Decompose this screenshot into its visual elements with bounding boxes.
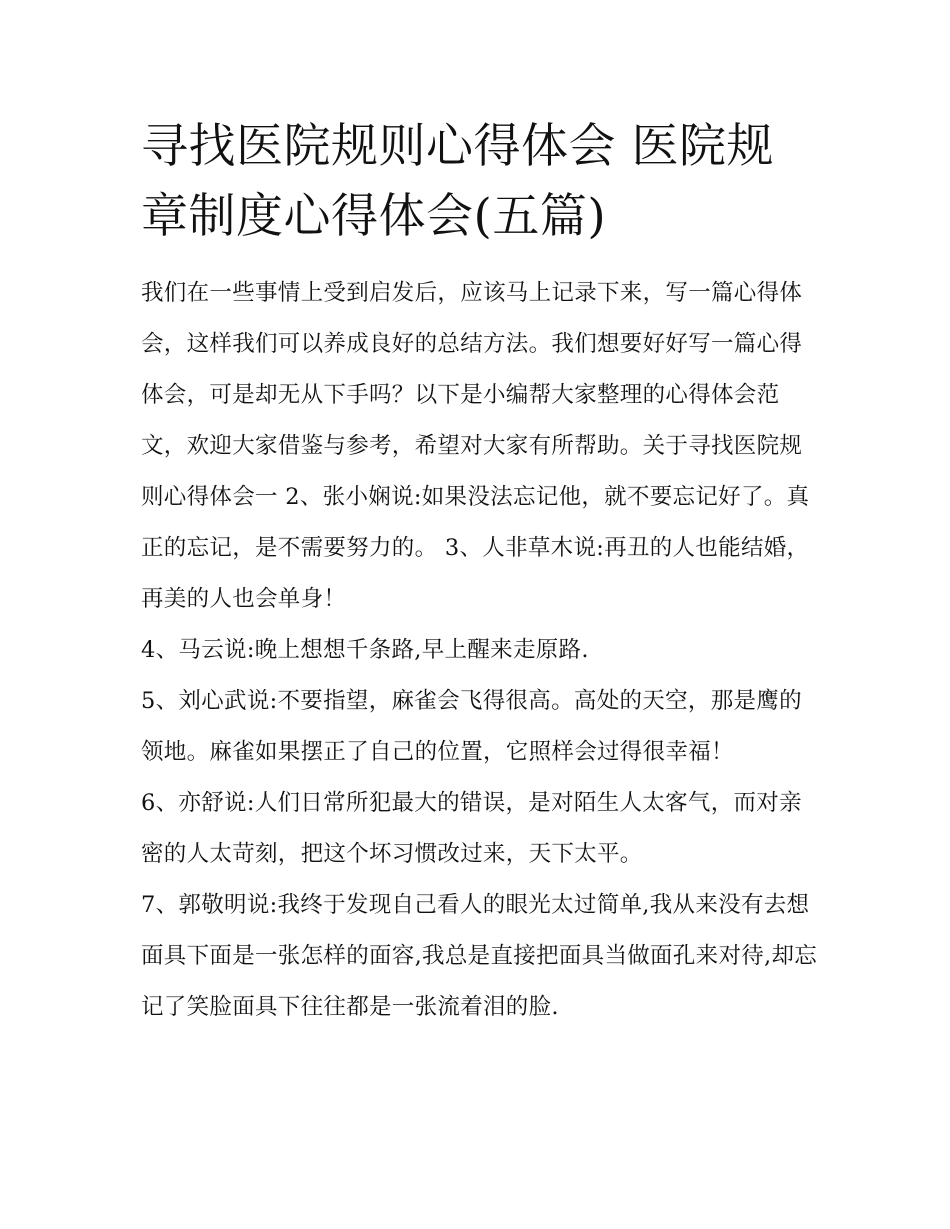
paragraph-quote-6: 6、亦舒说:人们日常所犯最大的错误，是对陌生人太客气，而对亲密的人太苛刻，把这个坏习惯改过来，天下太平。: [141, 790, 802, 867]
paragraph-quote-7: 7、郭敬明说:我终于发现自己看人的眼光太过简单,我从来没有去想面具下面是一张怎样的面容,我总是直接把面具当做面孔来对待,却忘记了笑脸面具下往往都是一张流着泪的脸.: [141, 892, 818, 1020]
paragraph-quote-4: 4、马云说:晚上想想千条路,早上醒来走原路.: [141, 637, 589, 663]
paragraph-intro: 我们在一些事情上受到启发后，应该马上记录下来，写一篇心得体会，这样我们可以养成良好的总结方法。我们想要好好写一篇心得体会，可是却无从下手吗？以下是小编帮大家整理的心得体会范文，欢迎大家借鉴与参考，希望对大家有所帮助。关于寻找医院规则心得体会一 2、张小娴说:如果没法忘记他，就不要忘记好了。真正的忘记，是不需要努力的。 3、人非草木说:再丑的人也能结婚，再美的人也会单身！: [141, 280, 810, 612]
document-title: 寻找医院规则心得体会 医院规章制度心得体会(五篇): [141, 119, 774, 244]
document-body: [141, 112, 821, 1033]
paragraph-quote-5: 5、刘心武说:不要指望，麻雀会飞得很高。高处的天空，那是鹰的领地。麻雀如果摆正了自己的位置，它照样会过得很幸福！: [141, 688, 802, 765]
